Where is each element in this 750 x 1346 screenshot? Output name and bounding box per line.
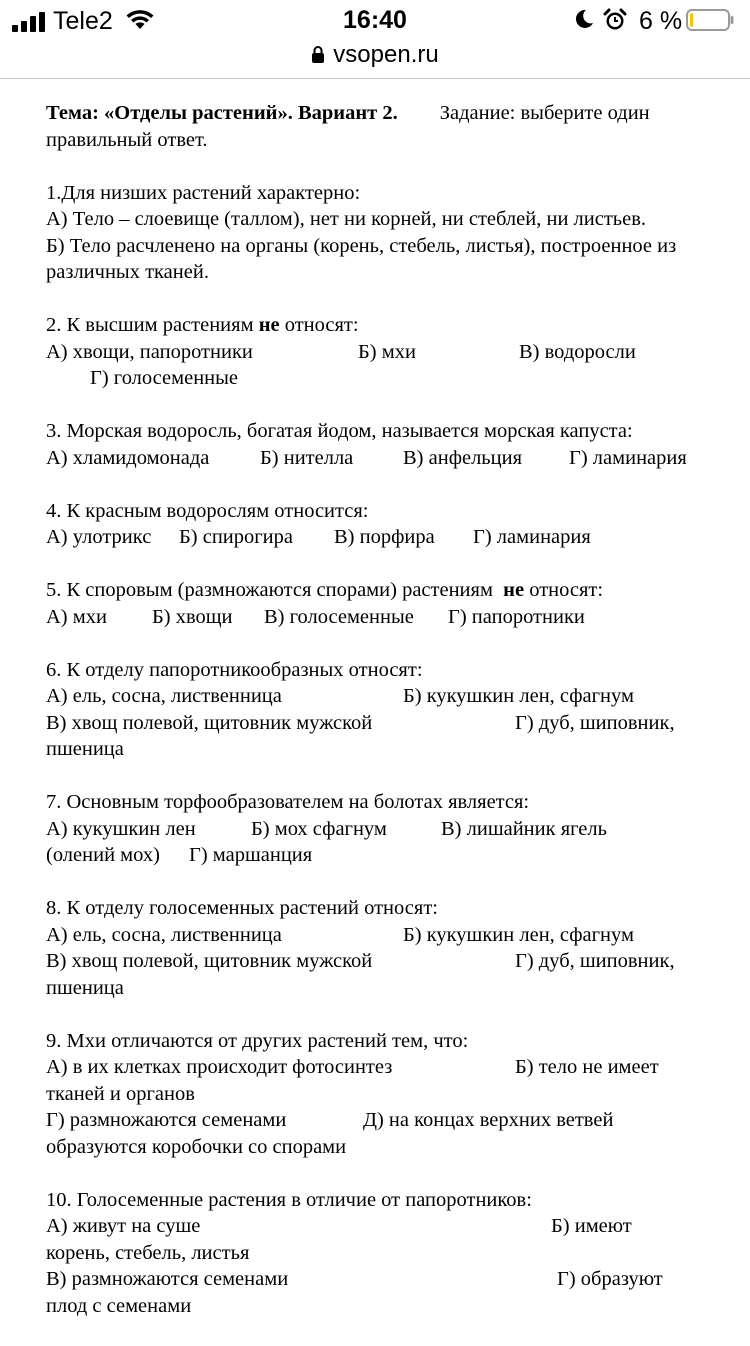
answer-option: Б) имеют [551,1215,632,1237]
question-8 [46,895,716,1001]
question-text: относят: [279,314,359,336]
browser-address-bar[interactable] [0,36,750,79]
answer-option: В) анфельция [403,446,523,469]
answer-option: А) хвощи, папоротники [46,340,253,363]
question-text: 5. К споровым (размножаются спорами) растениям [46,579,504,601]
answer-option: Б) нителла [260,446,354,469]
question-text: 6. К отделу папоротникообразных относят: [46,658,423,681]
question-text: 1.Для низших растений характерно: [46,181,361,204]
answer-option: В) хвощ полевой, щитовник мужской [46,950,373,972]
answer-option: А) улотрикс [46,526,152,548]
battery-percent: 6 % [639,7,683,35]
answer-option: В) хвощ полевой, щитовник мужской [46,711,373,734]
document-body [46,100,716,1346]
answer-option: Б) хвощи [152,605,233,628]
question-text-emphasis: не [503,579,525,601]
answer-option: А) кукушкин лен [46,817,196,840]
answer-option: Б) Тело расчленено на органы (корень, стебель, листья), построенное из различных тканей. [46,234,677,283]
question-text: 2. К высшим растениям [46,314,259,336]
moon-icon [574,9,594,29]
question-2 [46,312,716,392]
answer-option: А) живут на суше [46,1215,201,1237]
answer-option: Г) маршанция [189,844,313,866]
question-text: 10. Голосеменные растения в отличие от папоротников: [46,1188,532,1211]
answer-option: А) ель, сосна, лиственница [46,923,282,946]
question-text: 8. К отделу голосеменных растений относят: [46,897,438,919]
answer-option: Б) спирогира [179,526,293,548]
question-4 [46,498,716,551]
answer-option: Б) мхи [358,340,416,363]
task-instruction: Задание: выберите один правильный ответ. [46,102,650,151]
answer-option: Б) кукушкин лен, сфагнум [403,923,634,946]
question-7 [46,789,716,869]
question-text: 7. Основным торфообразователем на болотах является: [46,791,530,813]
question-1 [46,180,716,286]
answer-option: Г) дуб, шиповник, [515,711,675,734]
question-5 [46,577,716,630]
question-9 [46,1028,716,1161]
answer-option: Г) голосеменные [90,367,239,389]
carrier-name: Tele2 [53,7,113,35]
answer-option: В) порфира [334,526,435,548]
question-6 [46,657,716,763]
clock-time: 16:40 [343,6,407,34]
question-text: 9. Мхи отличаются от других растений тем, что: [46,1029,469,1052]
url-text: vsopen.ru [333,41,439,68]
answer-option: А) мхи [46,605,107,628]
answer-option: А) в их клетках происходит фотосинтез [46,1056,393,1078]
answer-option: В) водоросли [519,340,636,363]
battery-icon [686,9,734,31]
answer-option: Г) папоротники [448,605,585,628]
question-text: 4. К красным водорослям относится: [46,499,369,522]
answer-option-continued: корень, стебель, листья [46,1241,250,1264]
answer-option: А) ель, сосна, лиственница [46,685,282,707]
question-10 [46,1187,716,1320]
answer-option: В) голосеменные [264,605,414,628]
answer-option: Б) тело не имеет [515,1056,659,1078]
answer-option-continued: пшеница [46,976,124,999]
question-3 [46,418,716,471]
address-display[interactable] [0,40,750,70]
answer-option-continued: (олений мох) [46,844,160,866]
answer-option: Г) ламинария [569,446,687,469]
alarm-icon [603,8,627,32]
question-text-emphasis: не [258,314,280,336]
answer-option-continued: пшеница [46,738,124,760]
answer-option: Г) размножаются семенами [46,1109,287,1131]
answer-option-continued: плод с семенами [46,1294,192,1317]
answer-option-continued: тканей и органов [46,1082,195,1105]
question-text: относят: [524,579,604,601]
answer-option: В) размножаются семенами [46,1268,289,1290]
answer-option: Г) ламинария [473,526,591,548]
answer-option-continued: образуются коробочки со спорами [46,1135,347,1158]
answer-option: Б) кукушкин лен, сфагнум [403,685,634,707]
answer-option: В) лишайник ягель [441,817,607,840]
answer-option: А) Тело – слоевище (таллом), нет ни корней, ни стеблей, ни листьев. [46,208,647,230]
question-text: 3. Морская водоросль, богатая йодом, называется морская капуста: [46,420,633,442]
lock-icon [311,45,325,63]
answer-option: Г) образуют [557,1268,663,1290]
answer-option: А) хламидомонада [46,446,210,469]
answer-option: Б) мох сфагнум [251,817,387,840]
answer-option: Г) дуб, шиповник, [515,950,675,972]
answer-option: Д) на концах верхних ветвей [363,1109,614,1131]
document-header [46,100,716,153]
topic-title: Тема: «Отделы растений». Вариант 2. [46,102,398,124]
